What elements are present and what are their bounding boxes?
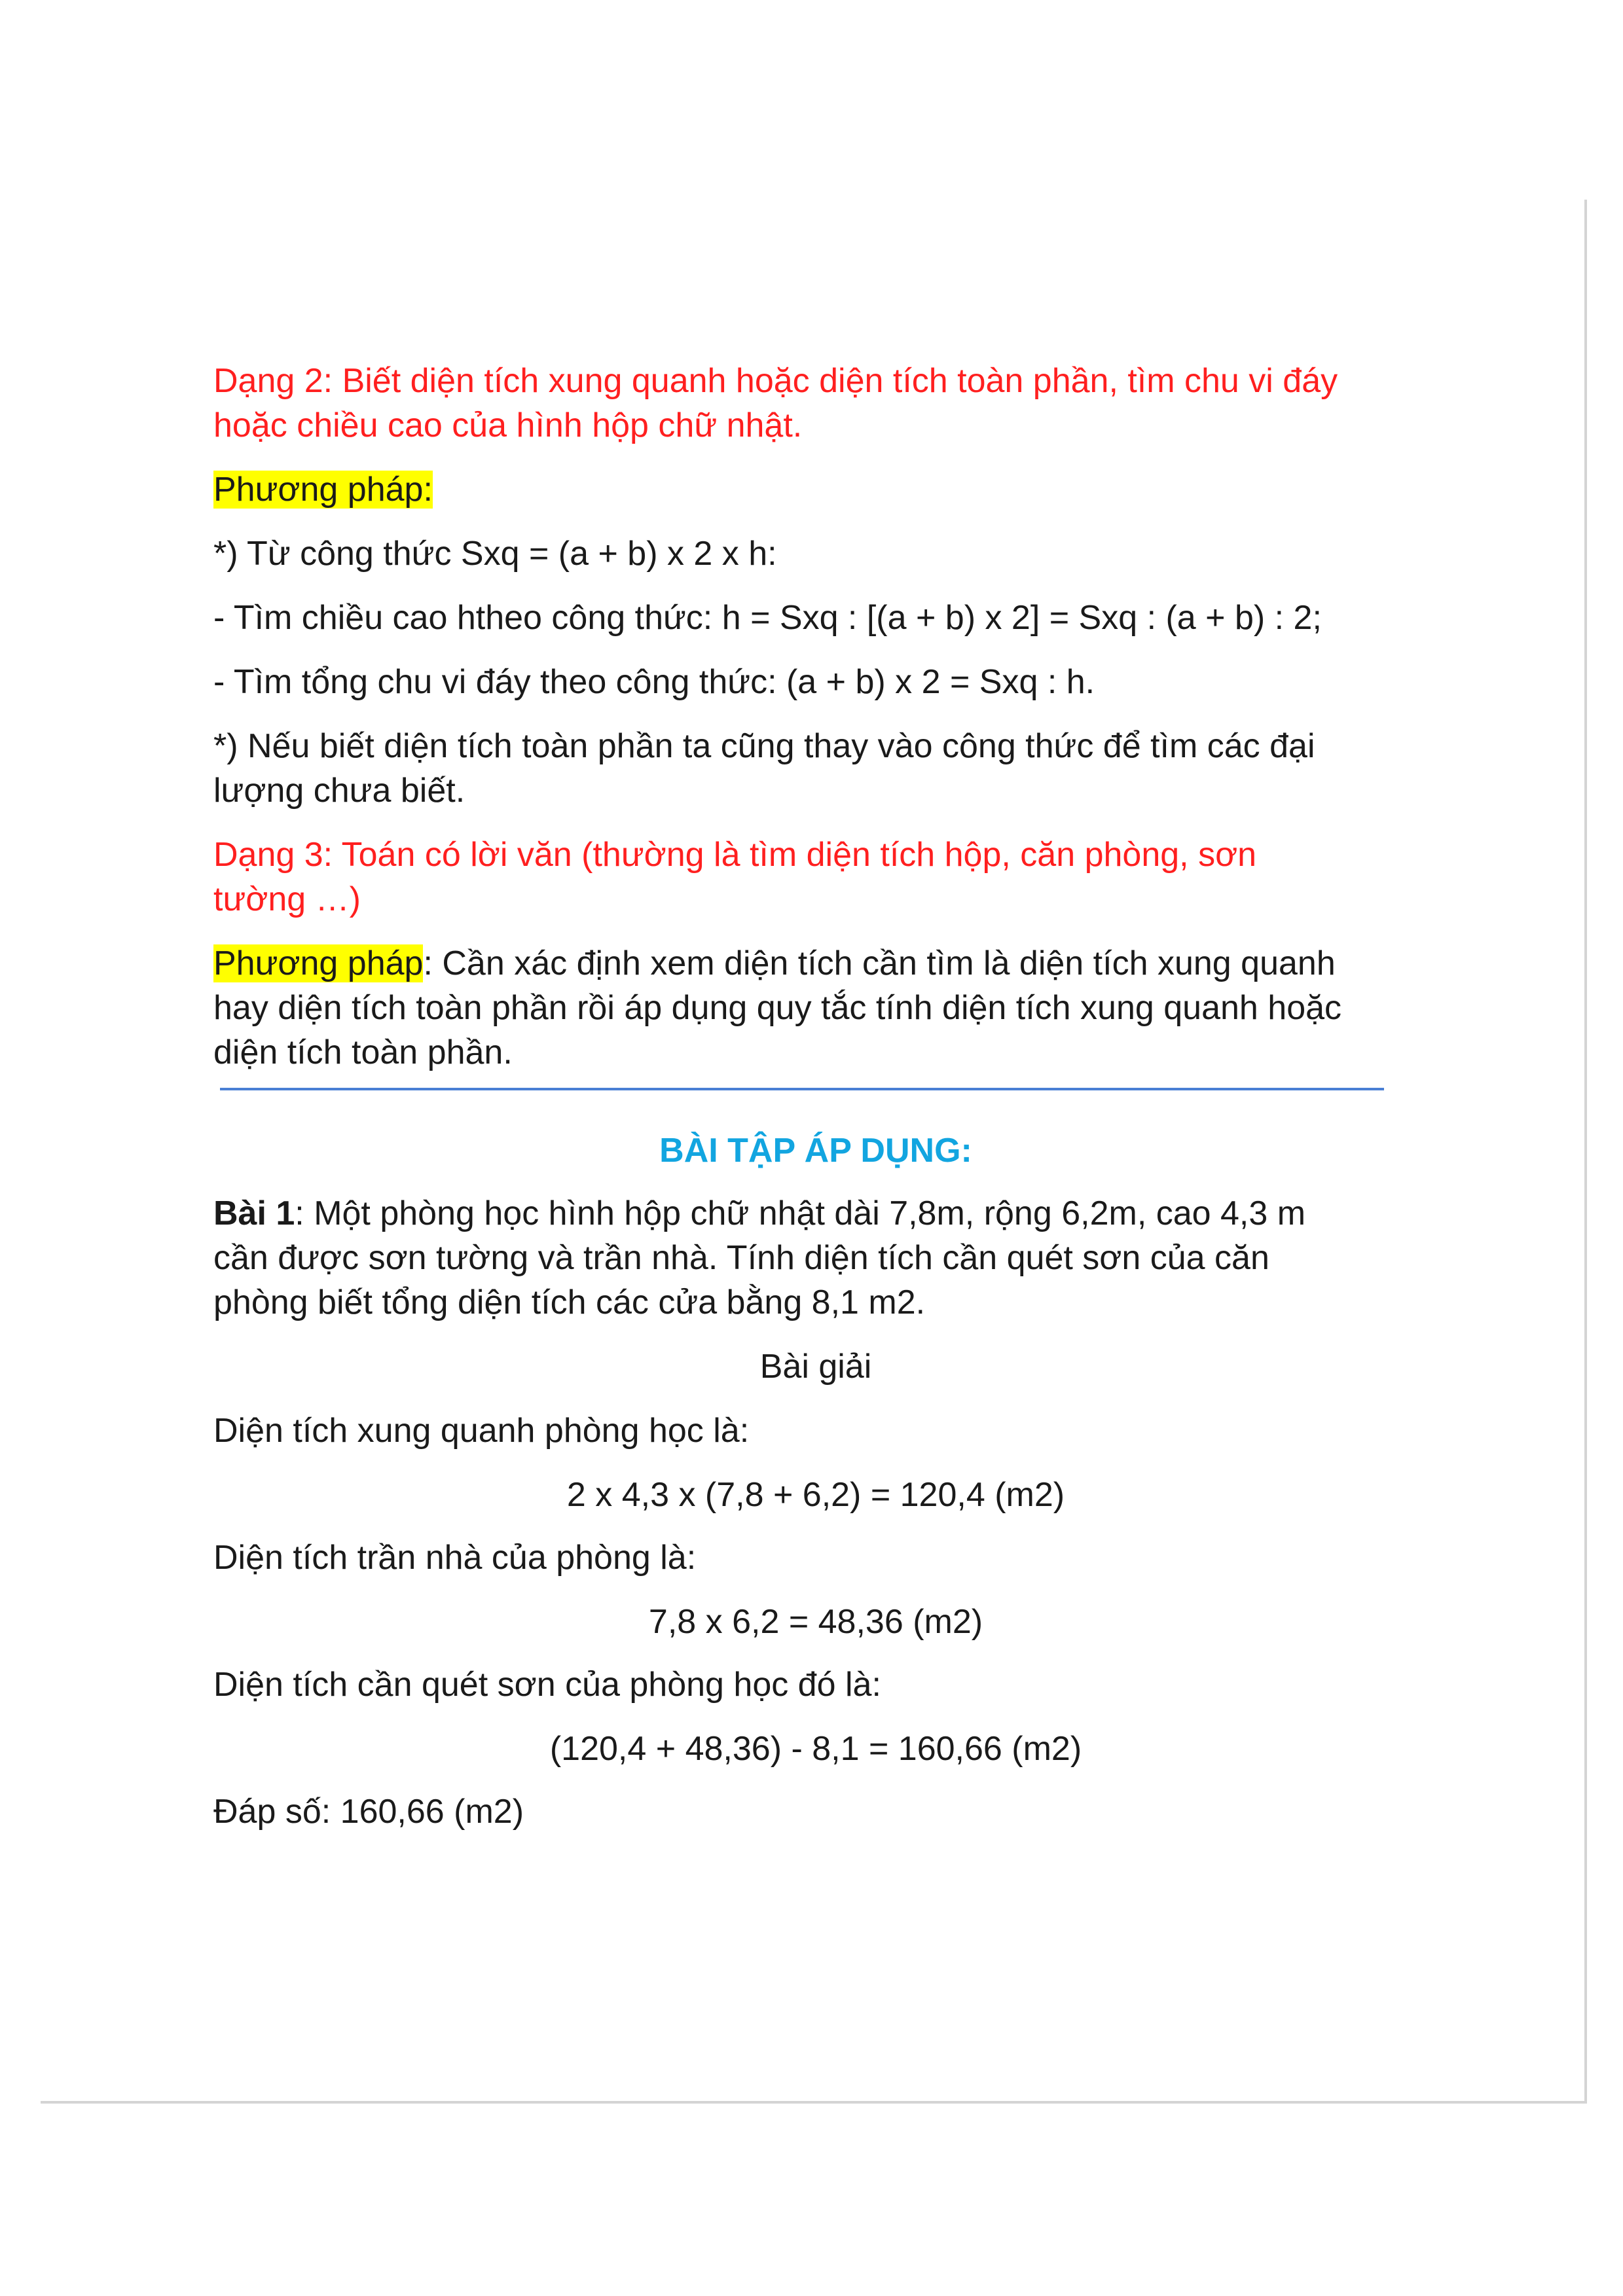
bai-1-problem: Bài 1: Một phòng học hình hộp chữ nhật dài 7,8m, rộng 6,2m, cao 4,3 m cần được sơn tường và trần nhà. Tính diện tích cần quét sơn của căn phòng biết tổng diện tích các cửa bằng 8,1 m2. xyxy=(213,1194,1306,1321)
page-border-bottom xyxy=(41,2101,1587,2104)
method-item-3: - Tìm tổng chu vi đáy theo công thức: (a + b) x 2 = Sxq : h. xyxy=(213,663,1095,701)
phuong-phap-label-2: Phương pháp xyxy=(213,944,424,982)
dang-2-heading: Dạng 2: Biết diện tích xung quanh hoặc diện tích toàn phần, tìm chu vi đáy hoặc chiều cao của hình hộp chữ nhật. xyxy=(213,362,1338,444)
method-item-4: *) Nếu biết diện tích toàn phần ta cũng thay vào công thức để tìm các đại lượng chưa biết. xyxy=(213,727,1315,810)
solution-step-2: Diện tích trần nhà của phòng là: xyxy=(213,1539,697,1577)
solution-equation-3: (120,4 + 48,36) - 8,1 = 160,66 (m2) xyxy=(549,1730,1082,1768)
section-title: BÀI TẬP ÁP DỤNG: xyxy=(659,1132,972,1170)
horizontal-divider xyxy=(220,1088,1384,1090)
method-item-2: - Tìm chiều cao htheo công thức: h = Sxq : [(a + b) x 2] = Sxq : (a + b) : 2; xyxy=(213,599,1322,637)
solution-step-3: Diện tích cần quét sơn của phòng học đó là: xyxy=(213,1666,881,1704)
document-body xyxy=(213,359,1418,1854)
solution-equation-2: 7,8 x 6,2 = 48,36 (m2) xyxy=(648,1603,983,1641)
page-border-right xyxy=(1584,200,1587,2103)
solution-heading: Bài giải xyxy=(759,1348,872,1386)
solution-equation-1: 2 x 4,3 x (7,8 + 6,2) = 120,4 (m2) xyxy=(566,1476,1065,1514)
bai-1-label: Bài 1 xyxy=(213,1194,295,1232)
method-item-1: *) Từ công thức Sxq = (a + b) x 2 x h: xyxy=(213,535,777,573)
phuong-phap-label-1: Phương pháp: xyxy=(213,471,433,509)
dang-3-heading: Dạng 3: Toán có lời văn (thường là tìm diện tích hộp, căn phòng, sơn tường …) xyxy=(213,836,1257,918)
phuong-phap-paragraph-2: Phương pháp: Cần xác định xem diện tích cần tìm là diện tích xung quanh hay diện tích toàn phần rồi áp dụng quy tắc tính diện tích xung quanh hoặc diện tích toàn phần. xyxy=(213,944,1342,1071)
final-answer: Đáp số: 160,66 (m2) xyxy=(213,1793,524,1831)
solution-step-1: Diện tích xung quanh phòng học là: xyxy=(213,1412,750,1450)
